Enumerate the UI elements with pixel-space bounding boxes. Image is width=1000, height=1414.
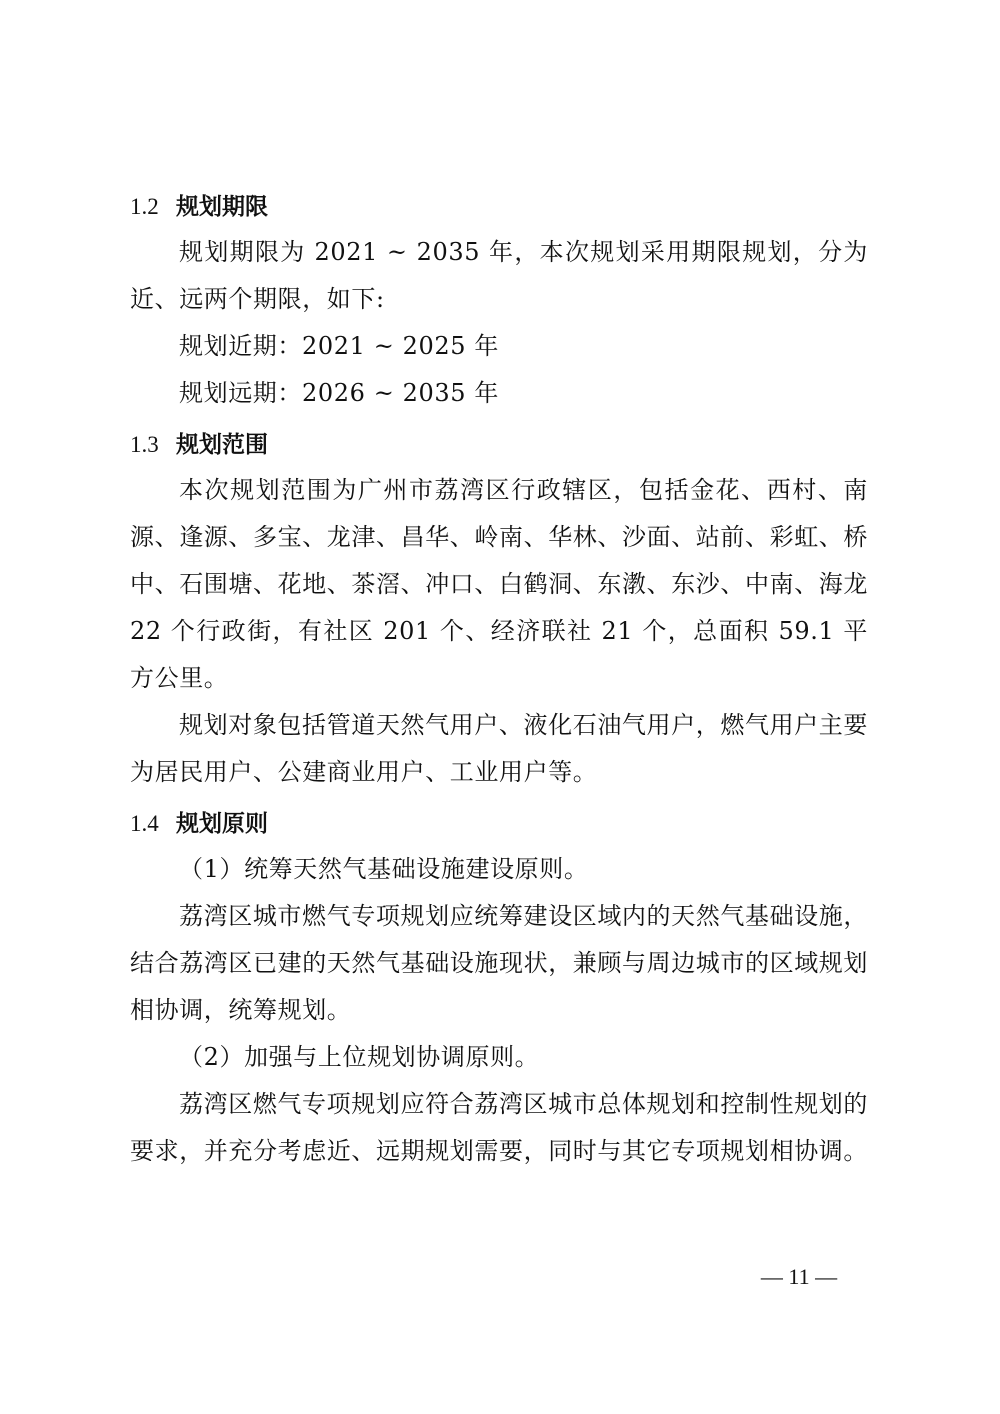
section-heading: [130, 802, 868, 846]
section-number: 1.3: [130, 432, 159, 457]
paragraph: 规划期限为 2021 ~ 2035 年，本次规划采用期限规划，分为近、远两个期限，如下:: [130, 238, 868, 313]
page-number: — 11 —: [760, 1264, 838, 1289]
section-number: 1.4: [130, 811, 159, 836]
section-heading: [130, 423, 868, 467]
paragraph: （1）统筹天然气基础设施建设原则。: [179, 855, 589, 883]
paragraph: 规划远期：2026 ~ 2035 年: [179, 379, 499, 407]
section-title: 规划期限: [176, 194, 268, 220]
section-heading: [130, 185, 868, 229]
paragraph: 荔湾区城市燃气专项规划应统筹建设区域内的天然气基础设施，结合荔湾区已建的天然气基础设施现状，兼顾与周边城市的区域规划相协调，统筹规划。: [130, 902, 868, 1024]
paragraph: 规划近期：2021 ~ 2025 年: [179, 332, 499, 360]
section-number: 1.2: [130, 194, 159, 219]
section-1-3: [130, 423, 868, 796]
section-title: 规划范围: [176, 432, 268, 458]
paragraph: 荔湾区燃气专项规划应符合荔湾区城市总体规划和控制性规划的要求，并充分考虑近、远期规划需要，同时与其它专项规划相协调。: [130, 1090, 868, 1165]
page-body: [130, 185, 868, 1175]
section-1-2: [130, 185, 868, 417]
paragraph: 规划对象包括管道天然气用户、液化石油气用户，燃气用户主要为居民用户、公建商业用户、工业用户等。: [130, 711, 868, 786]
paragraph: （2）加强与上位规划协调原则。: [179, 1043, 540, 1071]
paragraph: 本次规划范围为广州市荔湾区行政辖区，包括金花、西村、南源、逢源、多宝、龙津、昌华、岭南、华林、沙面、站前、彩虹、桥中、石围塘、花地、茶滘、冲口、白鹤洞、东漖、东沙、中南、海龙 22 个行政街，有社区 201 个、经济联社 21 个，总面积 59.1 平方公里。: [130, 476, 868, 692]
section-title: 规划原则: [176, 811, 268, 837]
section-1-4: [130, 802, 868, 1175]
